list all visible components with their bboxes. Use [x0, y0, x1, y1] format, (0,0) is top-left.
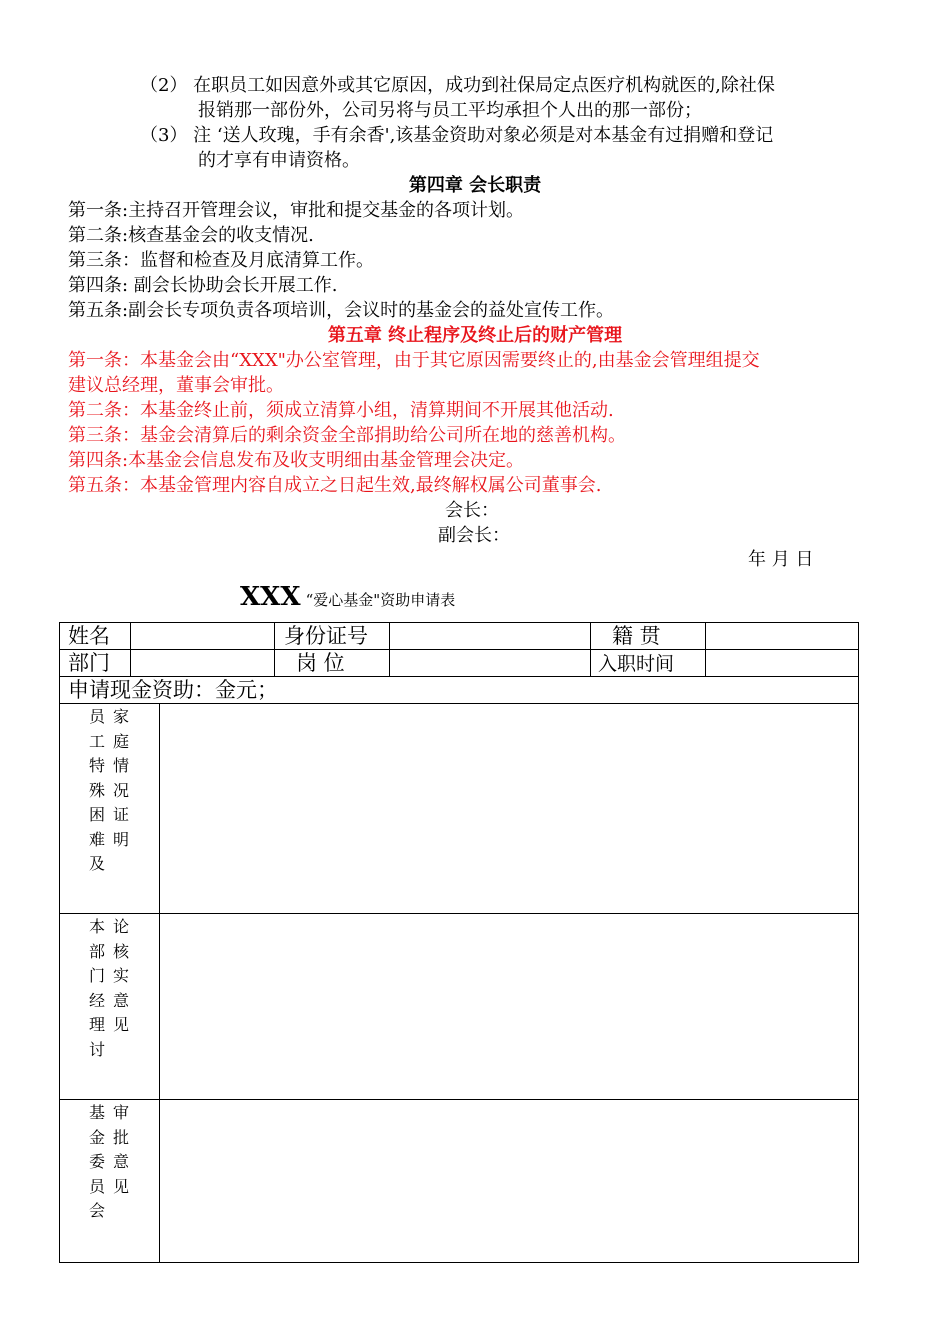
chapter-4-article-3: 第三条：监督和检查及月底清算工作。 [68, 250, 374, 271]
item-3-line-1: （3） 注 ‘送人玫瑰，手有余香',该基金资助对象必须是对本基金有过捐赠和登记 [140, 125, 774, 146]
chapter-4-heading: 第四章 会长职责 [408, 175, 542, 196]
form-title [240, 582, 455, 612]
manager-opinion-field[interactable] [160, 914, 858, 1099]
vice-president-signature-label: 副会长： [438, 525, 510, 546]
form-title-text: “爱心基金"资助申请表 [305, 591, 456, 609]
section-2-label-col-1: 本部门经理讨 [89, 917, 106, 1059]
table-border [274, 622, 275, 677]
hire-date-field[interactable] [706, 650, 857, 676]
committee-approval-field[interactable] [160, 1100, 858, 1262]
president-signature-label: 会长： [445, 500, 499, 521]
section-3-label-col-1: 基金委员会 [89, 1103, 106, 1220]
department-label: 部门 [68, 651, 110, 675]
table-border [59, 622, 60, 1263]
chapter-4-article-2: 第二条:核查基金会的收支情况. [68, 225, 314, 246]
chapter-5-article-1-line-1: 第一条：本基金会由“XXX"办公室管理，由于其它原因需要终止的,由基金会管理组提交 [68, 350, 760, 371]
section-1-label-col-1: 员工特殊困难及 [89, 707, 106, 873]
table-border [59, 1262, 859, 1263]
chapter-5-article-2: 第二条：本基金终止前，须成立清算小组，清算期间不开展其他活动. [68, 400, 614, 421]
chapter-5-article-3: 第三条：基金会清算后的剩余资金全部捐助给公司所在地的慈善机构。 [68, 425, 626, 446]
id-number-field[interactable] [390, 623, 589, 649]
cash-assistance-label: 申请现金资助：金元； [68, 678, 278, 702]
native-place-label: 籍 贯 [612, 624, 661, 648]
chapter-4-article-1: 第一条:主持召开管理会议，审批和提交基金的各项计划。 [68, 200, 525, 221]
chapter-5-article-5: 第五条：本基金管理内容自成立之日起生效,最终解权属公司董事会. [68, 475, 602, 496]
form-title-company: XXX [240, 582, 301, 612]
chapter-5-heading: 第五章 终止程序及终止后的财产管理 [327, 325, 623, 346]
native-place-field[interactable] [706, 623, 857, 649]
date-label: 年 月 日 [748, 549, 814, 570]
name-label: 姓名 [68, 624, 110, 648]
section-2-label-col-2: 论核实意见 [113, 917, 130, 1034]
section-1-label-col-2: 家庭情况证明 [113, 707, 130, 849]
position-field[interactable] [390, 650, 589, 676]
item-2-line-1: （2） 在职员工如因意外或其它原因，成功到社保局定点医疗机构就医的,除社保 [140, 75, 775, 96]
hire-date-label: 入职时间 [598, 653, 675, 675]
item-2-line-2: 报销那一部份外，公司另将与员工平均承担个人出的那一部份； [198, 100, 702, 121]
section-3-label-col-2: 审批意见 [113, 1103, 130, 1196]
chapter-5-article-1-line-2: 建议总经理，董事会审批。 [68, 375, 284, 396]
table-border [858, 622, 859, 1263]
department-field[interactable] [131, 650, 273, 676]
name-field[interactable] [131, 623, 273, 649]
chapter-4-article-5: 第五条:副会长专项负责各项培训，会议时的基金会的益处宣传工作。 [68, 300, 615, 321]
position-label: 岗 位 [296, 651, 345, 675]
id-number-label: 身份证号 [284, 624, 368, 648]
family-hardship-proof-field[interactable] [160, 704, 858, 913]
item-3-line-2: 的才享有申请资格。 [198, 150, 360, 171]
chapter-5-article-4: 第四条:本基金会信息发布及收支明细由基金管理会决定。 [68, 450, 525, 471]
table-border [590, 622, 591, 677]
chapter-4-article-4: 第四条: 副会长协助会长开展工作. [68, 275, 338, 296]
